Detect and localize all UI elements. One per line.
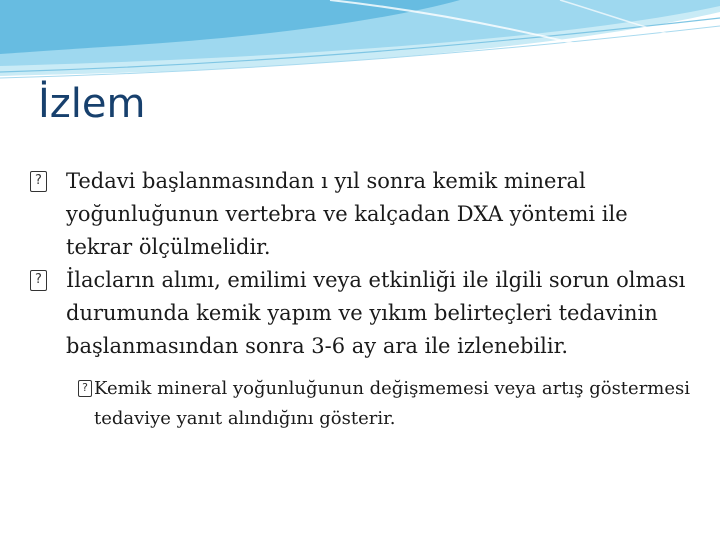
bullet-marker-icon: ? [30,270,47,291]
bullet-text: Tedavi başlanmasından ı yıl sonra kemik mineral yoğunluğunun vertebra ve kalçadan DXA yöntemi ile tekrar ölçülmelidir. [66,169,628,259]
bullet-marker-icon: ? [30,171,47,192]
sub-bullet-text: Kemik mineral yoğunluğunun değişmemesi veya artış göstermesi tedaviye yanıt alındığını gösterir. [94,378,691,429]
sub-bullet-item [78,374,690,434]
bullet-text: İlacların alımı, emilimi veya etkinliği ile ilgili sorun olması durumunda kemik yapım ve yıkım belirteçleri tedavinin başlanmasından sonra 3-6 ay ara ile izlenebilir. [66,268,686,358]
slide-body [30,165,690,434]
bullet-item [30,165,690,264]
header-wave-decoration [0,0,720,82]
bullet-item [30,264,690,363]
sub-bullet-marker-icon: ? [78,380,92,397]
slide-title: İzlem [38,81,146,127]
